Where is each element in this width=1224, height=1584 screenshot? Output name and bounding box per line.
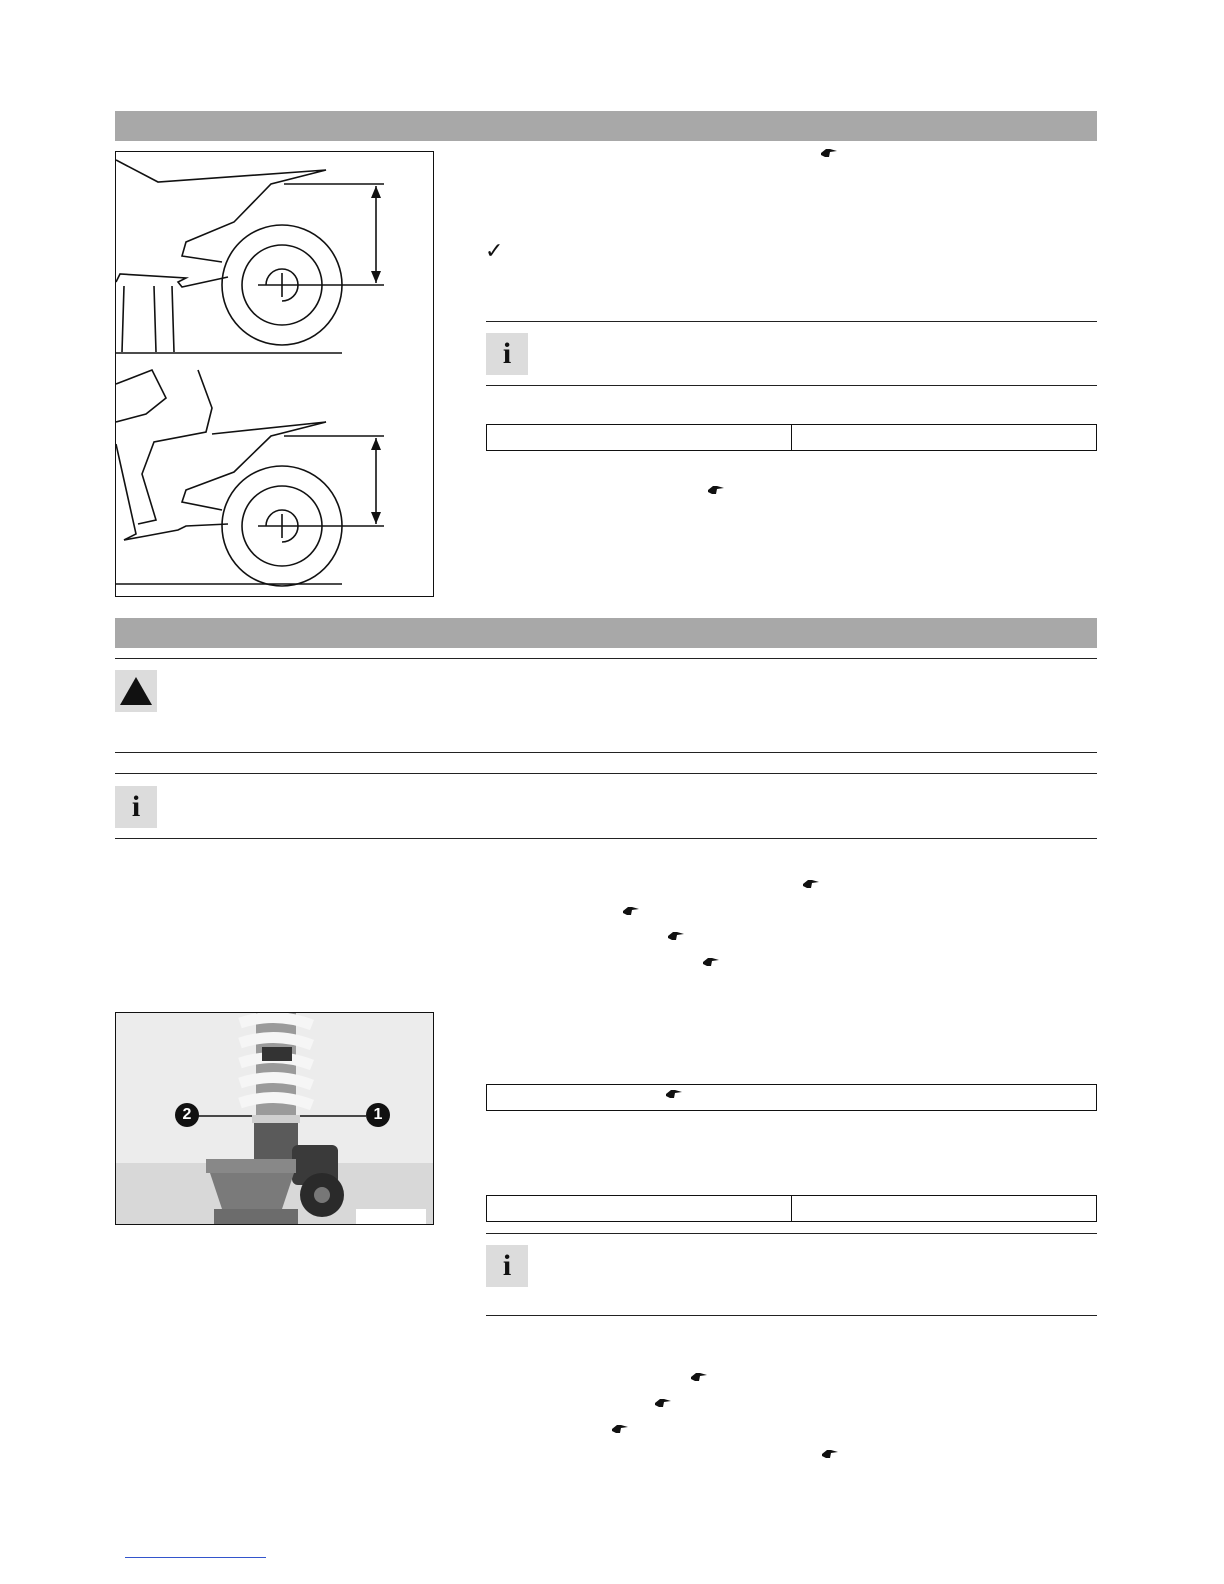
info-icon-letter: i (502, 1249, 512, 1282)
footer-link-underline[interactable] (125, 1557, 266, 1558)
check-mark-icon: ✓ (485, 238, 504, 263)
section-header-bar-2 (115, 618, 1097, 648)
hand-pointer-icon (612, 1424, 628, 1434)
hand-pointer-icon (703, 957, 719, 967)
hand-pointer-icon (666, 1089, 682, 1099)
spec-table-divider (791, 425, 792, 450)
callout-2: 2 (175, 1103, 199, 1127)
hand-pointer-icon (691, 1372, 707, 1382)
warning-triangle-icon (115, 670, 157, 712)
note-rule-top (486, 1233, 1097, 1234)
warning-rule-top (115, 658, 1097, 659)
hand-pointer-icon (668, 931, 684, 941)
info-rule-bottom (115, 838, 1097, 839)
section-header-bar-1 (115, 111, 1097, 141)
info-icon (115, 786, 157, 828)
info-icon (486, 1245, 528, 1287)
info-rule-top (115, 773, 1097, 774)
spec-table-divider (791, 1196, 792, 1221)
hand-pointer-icon (822, 1449, 838, 1459)
warning-triangle-svg (119, 676, 153, 706)
callout-1: 1 (366, 1103, 390, 1127)
spec-table-3 (486, 1195, 1097, 1222)
note-rule-bottom (486, 1315, 1097, 1316)
note-rule-bottom (486, 385, 1097, 386)
sag-diagram-svg (116, 152, 433, 596)
spec-table-2 (486, 1084, 1097, 1111)
spec-table-1 (486, 424, 1097, 451)
hand-pointer-icon (708, 485, 724, 495)
shock-absorber-photo (115, 1012, 434, 1225)
info-icon-letter: i (131, 790, 141, 823)
hand-pointer-icon (655, 1398, 671, 1408)
sag-diagram (115, 151, 434, 597)
hand-pointer-icon (821, 148, 837, 158)
info-icon (486, 333, 528, 375)
note-rule-top (486, 321, 1097, 322)
hand-pointer-icon (623, 906, 639, 916)
info-icon-letter: i (502, 337, 512, 370)
warning-rule-bottom (115, 752, 1097, 753)
hand-pointer-icon (803, 879, 819, 889)
